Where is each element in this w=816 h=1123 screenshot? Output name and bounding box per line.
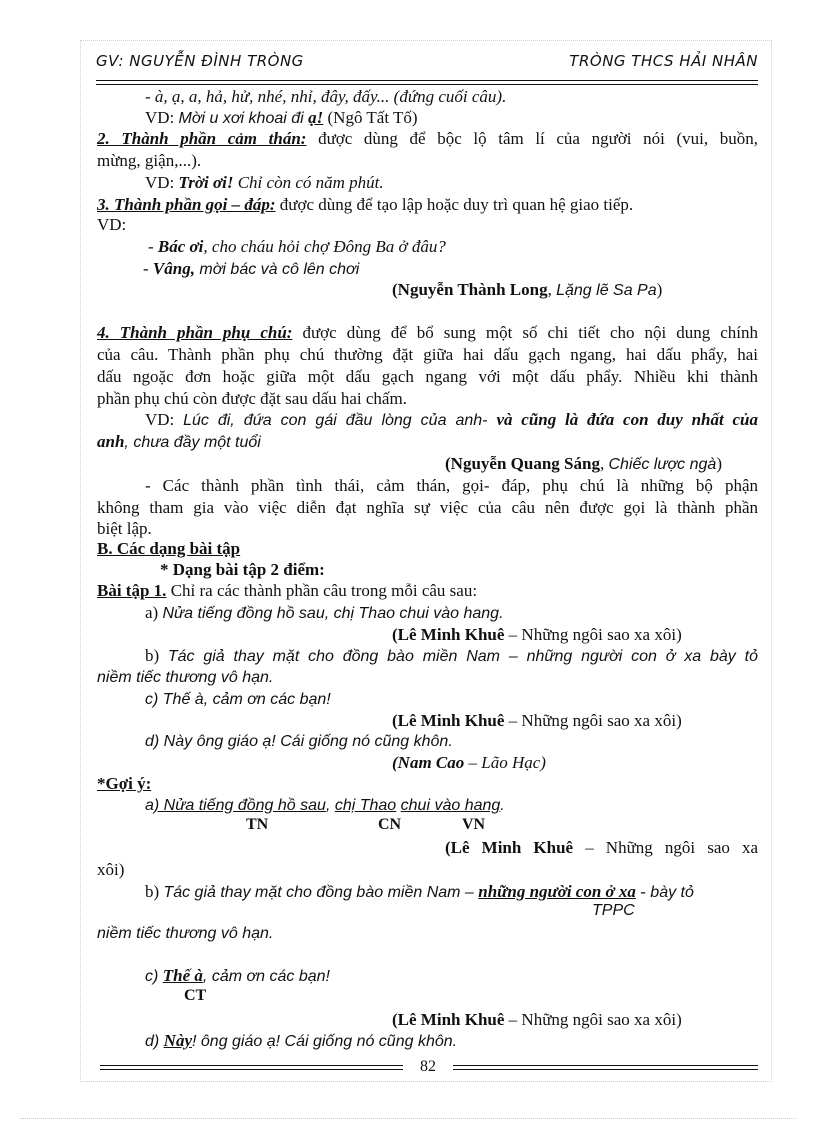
separator: , xyxy=(547,280,557,299)
question-text: Nửa tiếng đồng hồ sau, chị Thao chui vào hang. xyxy=(162,605,504,622)
question-label: b) xyxy=(145,646,168,665)
question-a xyxy=(145,602,758,624)
label-vn: VN xyxy=(462,816,486,833)
paren: ( xyxy=(445,838,451,857)
vd-label: VD: xyxy=(145,173,179,192)
hint-label: c) xyxy=(145,968,163,985)
summary-line-2 xyxy=(97,497,758,518)
section-2-heading xyxy=(97,128,758,149)
source-author: Nguyễn Quang Sáng xyxy=(450,454,600,473)
example-text: Lúc đi, đứa con gái đầu lòng của anh- xyxy=(183,412,497,429)
paren: ( xyxy=(392,753,398,772)
section-2-text: được dùng để bộc lộ tâm lí của người nói (vui, buồn, xyxy=(306,129,758,148)
question-d: d) Này ông giáo ạ! Cái giống nó cũng khôn. xyxy=(145,733,453,750)
section-2-example xyxy=(145,172,758,193)
hint-label: b) xyxy=(145,882,164,901)
source-author: Nguyễn Thành Long xyxy=(397,280,548,299)
source-rest: – Những ngôi sao xa xyxy=(573,838,758,857)
section-4-line-3 xyxy=(97,366,758,387)
section-4-example-cont xyxy=(97,431,758,453)
bottom-dotted-line xyxy=(20,1118,796,1119)
source-author: Lê Minh Khuê xyxy=(397,1010,505,1029)
section-4-text: phần phụ chú còn được đặt sau dấu hai chấm. xyxy=(97,389,407,408)
vd-label: VD: xyxy=(145,410,184,429)
hint-b xyxy=(145,881,758,903)
section-4-title: 4. Thành phần phụ chú: xyxy=(97,323,293,342)
particle-text: - à, ạ, a, hả, hử, nhé, nhỉ, đây, đấy... (đứng cuối câu). xyxy=(145,87,507,106)
hint-d xyxy=(145,1030,758,1052)
example-bold: Trời ơi! xyxy=(178,173,234,192)
section-4-text: của câu. Thành phần phụ chú thường đặt giữa hai dấu gạch ngang, hai dấu phẩy, hai xyxy=(97,345,758,364)
vd-label: VD: xyxy=(145,108,179,127)
question-a-source xyxy=(392,624,758,645)
example-rest: mời bác và cô lên chơi xyxy=(194,261,360,278)
section-4-source xyxy=(445,453,758,475)
section-4-example xyxy=(145,409,758,431)
example-bold: Bác ơi xyxy=(157,237,204,256)
page-header xyxy=(96,52,758,78)
section-4-heading xyxy=(97,322,758,343)
example-bold: và cũng là đứa con duy nhất của xyxy=(496,410,759,429)
example-bold: anh xyxy=(97,432,125,451)
source-work: Lặng lẽ Sa Pa xyxy=(556,282,657,299)
source-rest: – Những ngôi sao xa xôi) xyxy=(504,1010,682,1029)
section-b-title: B. Các dạng bài tập xyxy=(97,539,241,558)
example-source: (Ngô Tất Tố) xyxy=(323,108,418,127)
question-d-source xyxy=(392,752,758,773)
question-text: Tác giả thay mặt cho đồng bào miền Nam – những người con ở xa bày tỏ xyxy=(167,648,758,665)
section-3-heading xyxy=(97,194,758,215)
hint-ct-part: Thế à xyxy=(162,966,203,985)
hint-text: Tác giả thay mặt cho đồng bào miền Nam – xyxy=(163,884,479,901)
hint-rest: ! ông giáo ạ! Cái giống nó cũng khôn. xyxy=(192,1033,458,1050)
hint-rest: , cảm ơn các bạn! xyxy=(202,968,330,985)
example-bold: ạ! xyxy=(308,108,324,127)
paren: ) xyxy=(656,280,663,299)
source-author: Lê Minh Khuê xyxy=(450,838,574,857)
source-author: Nam Cao xyxy=(397,753,465,772)
section-4-text: được dùng để bổ sung một số chi tiết cho nội dung chính xyxy=(292,323,758,342)
question-b-cont: niềm tiếc thương vô hạn. xyxy=(97,669,274,686)
section-3-source xyxy=(392,279,758,301)
separator: , xyxy=(599,454,609,473)
source-rest: – Những ngôi sao xa xôi) xyxy=(504,711,682,730)
paren: ( xyxy=(392,280,398,299)
hint-tppc-part: những người con ở xa xyxy=(478,882,636,901)
paren: ( xyxy=(392,625,398,644)
section-4-text: dấu ngoặc đơn hoặc giữa một dấu gạch ngang với một dấu phẩy. Nhiều khi thành xyxy=(97,367,758,386)
example-modal xyxy=(145,107,758,129)
hint-part-tn: ) Nửa tiếng đồng hồ sau xyxy=(153,797,326,814)
source-author: Lê Minh Khuê xyxy=(397,711,505,730)
example-rest: Chỉ còn có năm phút. xyxy=(233,173,384,192)
hint-a-source-cont: xôi) xyxy=(97,860,125,879)
dash: - xyxy=(635,882,646,901)
exercise-1-heading xyxy=(97,580,758,601)
section-3-example-1 xyxy=(148,236,758,257)
question-b xyxy=(145,645,758,667)
example-rest: , chưa đầy một tuổi xyxy=(124,434,261,451)
paren: ( xyxy=(392,711,398,730)
exercise-1-text: Chỉ ra các thành phần câu trong mỗi câu sau: xyxy=(166,581,478,600)
hint-part-vn: chui vào hang xyxy=(400,797,501,814)
hint-a-source xyxy=(445,837,758,858)
question-c-source xyxy=(392,710,758,731)
section-3-text: được dùng để tạo lập hoặc duy trì quan hệ giao tiếp. xyxy=(275,195,634,214)
summary-text: - Các thành phần tình thái, cảm thán, gọi- đáp, phụ chú là những bộ phận xyxy=(145,476,758,495)
period: . xyxy=(500,797,505,814)
hint-label: d) xyxy=(145,1033,164,1050)
paren: ) xyxy=(716,454,722,473)
example-rest: , cho cháu hỏi chợ Đông Ba ở đâu? xyxy=(203,237,446,256)
exercise-1-title: Bài tập 1. xyxy=(97,581,167,600)
summary-line-1 xyxy=(145,475,758,496)
question-label: a) xyxy=(145,603,163,622)
hint-label: a xyxy=(145,797,154,814)
hint-c-source xyxy=(392,1009,758,1030)
vd-label: VD: xyxy=(97,215,127,234)
hint-rest: bày tỏ xyxy=(645,884,694,901)
label-ct: CT xyxy=(184,987,207,1004)
section-3-title: 3. Thành phần gọi – đáp: xyxy=(97,195,276,214)
hint-c xyxy=(145,965,758,987)
paren: ( xyxy=(445,454,451,473)
header-school: TRÒNG THCS HẢI NHÂN xyxy=(569,52,758,70)
comma: , xyxy=(325,797,335,814)
footer-rule-left xyxy=(100,1065,403,1070)
page-number: 82 xyxy=(420,1058,436,1075)
paren: ( xyxy=(392,1010,398,1029)
header-teacher: GV: NGUYỄN ĐÌNH TRÒNG xyxy=(96,52,304,70)
label-tn: TN xyxy=(246,816,269,833)
hint-part-cn: chị Thao xyxy=(334,797,397,814)
section-3-example-2 xyxy=(143,258,758,280)
example-bold: Vâng, xyxy=(152,259,195,278)
header-rule xyxy=(96,80,758,85)
particle-list xyxy=(145,86,758,107)
example-text: Mời u xơi khoai đi xyxy=(178,110,309,127)
source-author: Lê Minh Khuê xyxy=(397,625,505,644)
footer-rule-right xyxy=(453,1065,758,1070)
hint-d-part: Này xyxy=(163,1031,192,1050)
source-rest: – Những ngôi sao xa xôi) xyxy=(504,625,682,644)
label-cn: CN xyxy=(378,816,402,833)
section-2-cont-text: mừng, giận,...). xyxy=(97,151,202,170)
page-footer xyxy=(100,1058,758,1078)
exercise-type-title: * Dạng bài tập 2 điểm: xyxy=(160,560,325,579)
section-3-vd xyxy=(97,214,758,235)
dash: - xyxy=(143,259,153,278)
hint-title: *Gợi ý: xyxy=(97,774,152,793)
source-work: Chiếc lược ngà xyxy=(608,456,717,473)
hint-b-cont: niềm tiếc thương vô hạn. xyxy=(97,925,274,942)
question-c: c) Thế à, cảm ơn các bạn! xyxy=(145,691,331,708)
source-rest: – Lão Hạc) xyxy=(464,753,546,772)
dash: - xyxy=(148,237,158,256)
summary-text: không tham gia vào việc diễn đạt nghĩa sự việc của câu nên được gọi là thành phần xyxy=(97,498,758,517)
section-2-cont xyxy=(97,150,758,171)
summary-text: biệt lập. xyxy=(97,519,152,538)
hint-a xyxy=(145,795,758,816)
summary-line-3 xyxy=(97,518,758,539)
section-4-line-4 xyxy=(97,388,758,409)
section-4-line-2 xyxy=(97,344,758,365)
section-2-title: 2. Thành phần cảm thán: xyxy=(97,129,307,148)
label-tppc: TPPC xyxy=(592,902,635,919)
